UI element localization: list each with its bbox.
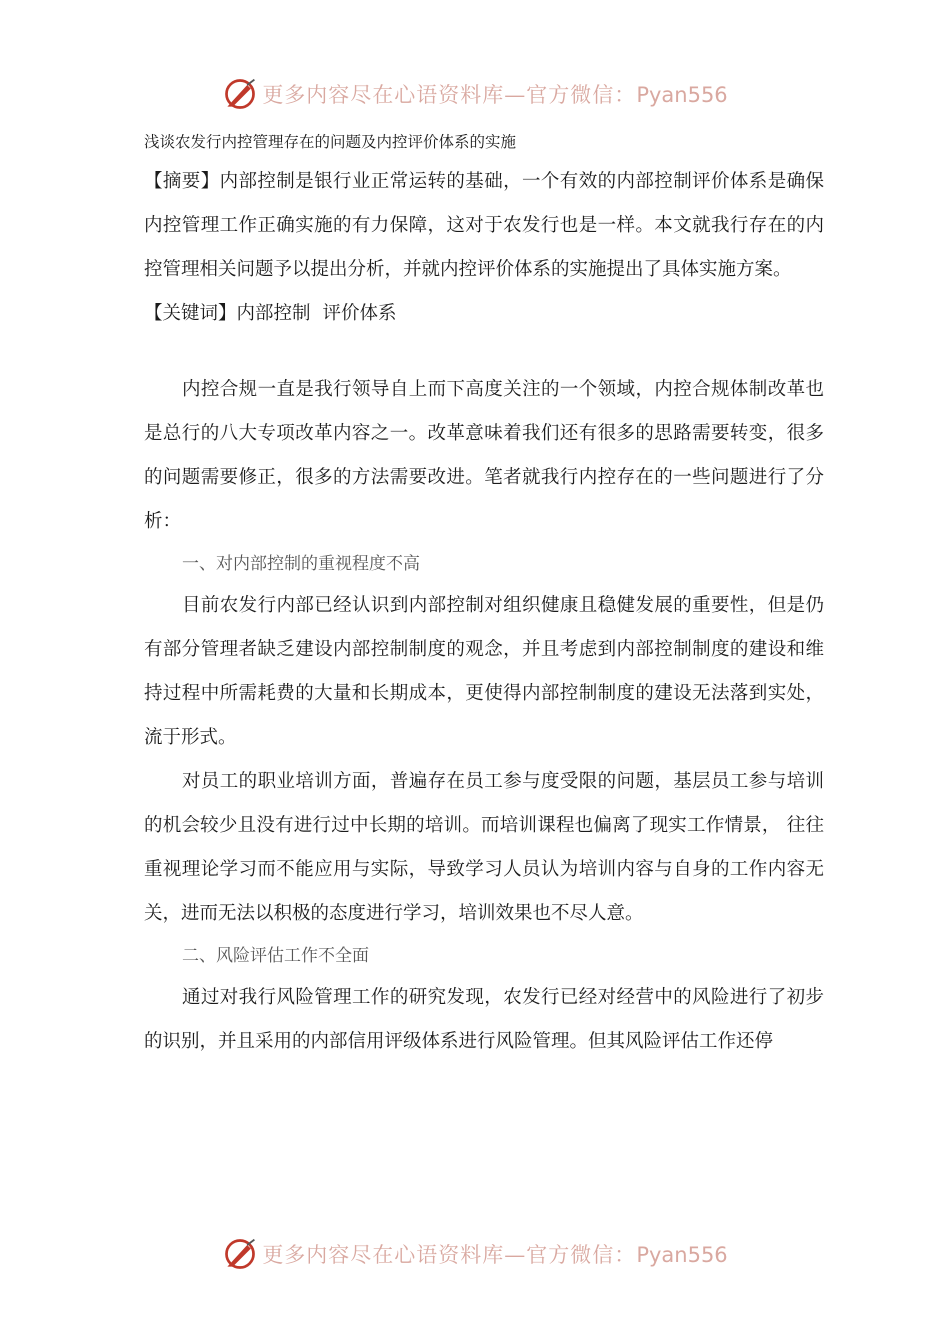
document-title: 浅谈农发行内控管理存在的问题及内控评价体系的实施 xyxy=(144,133,517,151)
footer-banner xyxy=(0,1232,950,1276)
banner-text: 更多内容尽在心语资料库—官方微信：Pyan556 xyxy=(262,83,728,107)
quill-circle-logo-icon xyxy=(222,76,258,112)
wechat-id: Pyan556 xyxy=(636,83,728,107)
document-body xyxy=(144,128,824,1064)
keyword: 评价体系 xyxy=(322,303,397,324)
quill-circle-logo-icon xyxy=(222,1236,258,1272)
banner-text: 更多内容尽在心语资料库—官方微信：Pyan556 xyxy=(262,1243,728,1267)
body-paragraph: 对员工的职业培训方面，普遍存在员工参与度受限的问题，基层员工参与培训的机会较少且没有进行过中长期的培训。而培训课程也偏离了现实工作情景， 往往重视理论学习而不能应用与实际，导致学习人员认为培训内容与自身的工作内容无关，进而无法以积极的态度进行学习，培训效果也不尽人意。 xyxy=(144,771,824,924)
body-paragraph: 通过对我行风险管理工作的研究发现，农发行已经对经营中的风险进行了初步的识别，并且采用的内部信用评级体系进行风险管理。但其风险评估工作还停 xyxy=(144,987,824,1052)
header-banner xyxy=(0,72,950,116)
abstract: 【摘要】内部控制是银行业正常运转的基础，一个有效的内部控制评价体系是确保内控管理工作正确实施的有力保障，这对于农发行也是一样。本文就我行存在的内控管理相关问题予以提出分析，并就内控评价体系的实施提出了具体实施方案。 xyxy=(144,171,824,280)
intro-paragraph: 内控合规一直是我行领导自上而下高度关注的一个领域，内控合规体制改革也是总行的八大专项改革内容之一。改革意味着我们还有很多的思路需要转变，很多的问题需要修正，很多的方法需要改进。笔者就我行内控存在的一些问题进行了分析： xyxy=(144,379,824,532)
wechat-id: Pyan556 xyxy=(636,1243,728,1267)
body-paragraph: 目前农发行内部已经认识到内部控制对组织健康且稳健发展的重要性，但是仍有部分管理者缺乏建设内部控制制度的观念，并且考虑到内部控制制度的建设和维持过程中所需耗费的大量和长期成本，更使得内部控制制度的建设无法落到实处，流于形式。 xyxy=(144,595,824,748)
keywords xyxy=(144,292,824,336)
keywords-label: 【关键词】 xyxy=(144,303,237,324)
section-heading: 一、对内部控制的重视程度不高 xyxy=(182,554,420,574)
keyword: 内部控制 xyxy=(236,303,311,324)
section-heading: 二、风险评估工作不全面 xyxy=(182,946,369,966)
